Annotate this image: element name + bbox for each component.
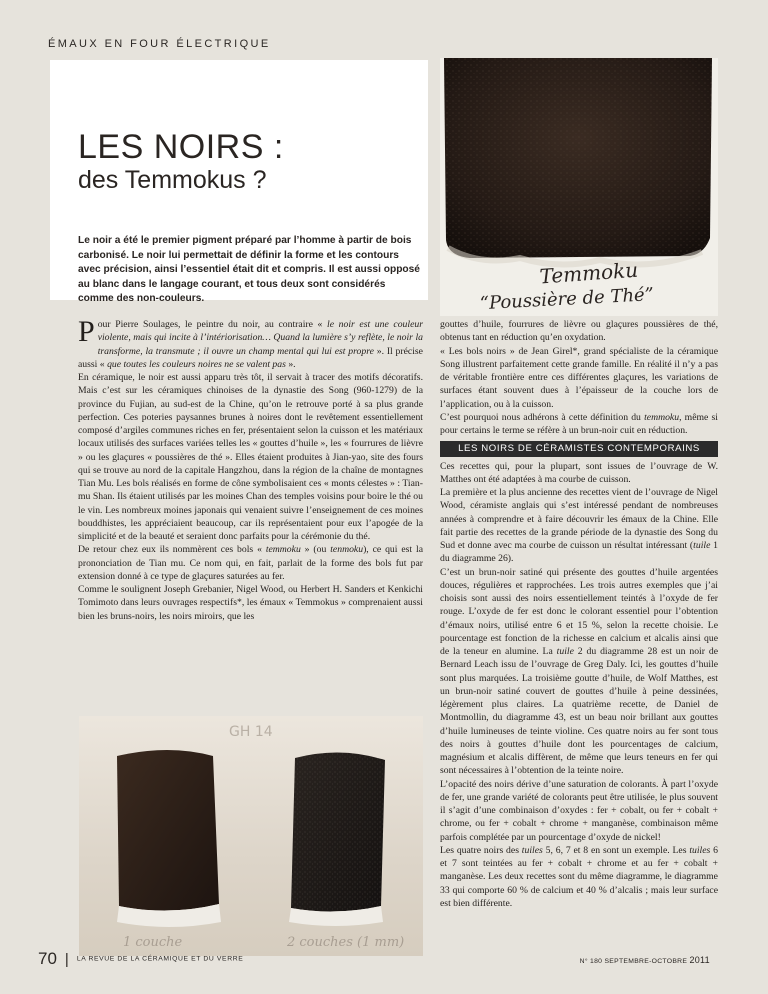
- article-title: LES NOIRS :: [78, 128, 284, 166]
- paragraph: En céramique, le noir est aussi apparu très tôt, il servait à tracer des motifs décoratifs. Mais c’est sur les céramiques chinoises de la dynastie des Song (960-1279) de la province du Fujian, au sud-est de la Chine, qu’on le retrouve porté à sa plus grande perfection. Ces poteries paysannes brunes à noires dont le revêtement essentiellement composé d’argiles communes riches en fer, présentaient selon la cuisson et les matériaux locaux utilisés des surfaces variées telles les « gouttes d’huile », les « fourrures de lièvre » ou les glaçures « poussières de thé ». Elles étaient produites à Jian-yao, site des fours qui se trouve au nord de la capitale Hangzhou, dans la région de la chaîne de montagnes Tian Mu. Les bols réalisés en forme de cône symbolisaient ces « monts célestes » : Tian-mu Shan. Ils étaient utilisés par les moines Chan des temples voisins pour boire le thé ou le vin. Les nombreux moines japonais qui venaient suivre l’enseignement de ces moines bouddhistes, les appréciaient beaucoup, car ils représentaient pour eux l’apogée de la simplicité et de la beauté et seraient donc parfaits pour la cérémonie du thé.: [78, 372, 423, 542]
- paragraph: [440, 566, 718, 778]
- tile-label-line1: Temmoku: [538, 257, 639, 289]
- pencil-mark: GH 14: [229, 724, 273, 740]
- text-run: La première et la plus ancienne des recettes vient de l’ouvrage de Nigel Wood, céramiste anglais qui s’est intéressé pendant de nombreuses années à comprendre et à faire découvrir les émaux de la Chine. Elle fait partie des recettes de la grande période de la dynastie des Song du Sud et donne avec ma courbe de cuisson un résultat intéressant (: [440, 487, 718, 551]
- paragraph: Ces recettes qui, pour la plupart, sont issues de l’ouvrage de W. Matthes ont été adaptées à ma courbe de cuisson.: [440, 460, 718, 485]
- section-subhead: LES NOIRS DE CÉRAMISTES CONTEMPORAINS: [440, 441, 718, 456]
- paragraph: [440, 411, 718, 438]
- text-run: Les quatre noirs des: [440, 844, 522, 856]
- section-label: ÉMAUX EN FOUR ÉLECTRIQUE: [48, 38, 271, 50]
- paragraph: [78, 315, 423, 371]
- tile-caption-left: 1 couche: [123, 935, 183, 950]
- paragraph: [440, 486, 718, 566]
- article-intro: Le noir a été le premier pigment préparé par l’homme à partir de bois carbonisé. Le noir lui permettait de définir la forme et les contours avec précision, ainsi l’essentiel était dit et compris. Il est aussi opposé au blanc dans le langage courant, et tous deux sont considérés comme des non-couleurs.: [78, 235, 420, 305]
- page-footer-left: [38, 949, 243, 969]
- text-run: 5, 6, 7 et 8 en sont un exemple. Les: [542, 844, 690, 856]
- text-run: 2 du diagramme 28 est un noir de Bernard Leach issu de l’ouvrage de Greg Daly. Ici, les gouttes d’huile sont plus marquées. La troisième goutte d’huile, de Wolf Matthes, est un brun-noir satiné couvert de gouttes d’huile à peine dessinées, légèrement plus claires. La quatrième recette, de Daniel de Montmollin, du diagramme 43, est un beau noir brillant aux gouttes d’huile lumineuses de teinte violine. Ces quatre noirs au fer sont tous des noirs à gouttes d’huile dont les pourcentages de calcium, magnésium et alcalis diffèrent, de même que leurs teneurs en fer qui sont nécessaires à l’obtention de la teinte noire.: [440, 646, 718, 777]
- text-run: 6 et 7 sont teintées au fer + cobalt + chrome et au fer + cobalt + manganèse. Les deux recettes sont du même diagramme, le diagramme 33 qui comporte 60 % de calcium et 40 % d’alcalis ; mais leur surface est bien différente.: [440, 844, 718, 909]
- paragraph: [440, 844, 718, 910]
- page-footer-right: [580, 955, 710, 965]
- text-run: C’est pourquoi nous adhérons à cette définition du: [440, 411, 645, 423]
- text-run: 1 du diagramme 26).: [440, 540, 718, 565]
- emphasis: tenmoku: [330, 544, 364, 556]
- page-number: 70: [38, 949, 57, 968]
- publication-name: LA REVUE DE LA CÉRAMIQUE ET DU VERRE: [76, 955, 244, 963]
- body-column-right: [440, 318, 718, 910]
- two-tiles-photo: [79, 716, 423, 956]
- paragraph: [78, 543, 423, 583]
- text-run: C’est un brun-noir satiné qui présente des gouttes d’huile argentées douces, régulières et rapprochées. Les trois autres exemples que j’ai choisis sont aussi des noirs essentiellement teintés à l’oxyde de fer rouge. L’oxyde de fer est donc le colorant essentiel pour l’obtention d’émaux noirs, utilisé entre 6 et 15 %, selon la recette choisie. Le pourcentage est fonction de la richesse en calcium et alcalis ainsi que de la teneur en alumine. La: [440, 566, 718, 657]
- issue-number: N° 180 SEPTEMBRE-OCTOBRE: [579, 958, 688, 965]
- text-run: ), ce qui est la prononciation de Tian mu. Ce nom qui, en fait, parlait de la forme des bols fut par extension donné à ce type de glaçures saturées au fer.: [78, 544, 424, 582]
- article-subtitle: des Temmokus ?: [78, 166, 267, 194]
- emphasis: tuile: [693, 540, 711, 551]
- temmoku-tile-photo: [440, 58, 718, 316]
- tile-label-line2: “Poussière de Thé”: [479, 284, 655, 315]
- emphasis: tuiles: [521, 844, 543, 856]
- emphasis: tuiles: [689, 844, 711, 856]
- footer-separator: |: [64, 950, 69, 968]
- text-run: our Pierre Soulages, le peintre du noir, au contraire «: [97, 319, 328, 330]
- text-run: De retour chez eux ils nommèrent ces bols «: [78, 544, 266, 556]
- tile-caption-right: 2 couches (1 mm): [287, 935, 405, 950]
- quote: que toutes les couleurs noires ne se valent pas: [107, 358, 286, 370]
- body-column-left: [78, 315, 424, 623]
- issue-year: 2011: [689, 955, 710, 965]
- quote: le noir est une couleur violente, mais qui incite à l’intériorisation… Quand la lumière s’y reflète, le noir la transforme, la transmute ; il ouvre un champ mental qui lui est propre: [97, 319, 423, 357]
- paragraph: « Les bols noirs » de Jean Girel*, grand spécialiste de la céramique Song illustrent parfaitement cette grande famille. En réalité il n’y a pas de véritable frontière entre ces différentes glaçures, les variations de surfaces étant souvent dues à l’épaisseur de la couche lors de l’application, ou à la cuisson.: [440, 345, 718, 410]
- text-run: , même si pour certains le terme se réfère à un brun-noir cuit en réduction.: [440, 411, 718, 436]
- emphasis: temmoku: [265, 544, 301, 556]
- paragraph: gouttes d’huile, fourrures de lièvre ou glaçures poussières de thé, obtenus tant en réduction qu’en oxydation.: [440, 319, 718, 344]
- text-run: ». Il précise aussi «: [78, 345, 423, 370]
- emphasis: temmoku: [644, 411, 680, 423]
- text-run: » (ou: [300, 544, 331, 556]
- dropcap: P: [78, 315, 95, 348]
- paragraph: L’opacité des noirs dérive d’une saturation de colorants. À part l’oxyde de fer, une grande variété de colorants peut être utilisée, le plus souvent il s’agit d’une combinaison d’oxydes : fer + cobalt, ou fer + cobalt + chrome, ou fer + cobalt + chrome + manganèse, combinaison même parfois complétée par un pourcentage d’oxyde de nickel!: [440, 778, 718, 843]
- paragraph: Comme le soulignent Joseph Grebanier, Nigel Wood, ou Herbert H. Sanders et Kenkichi Tomimoto dans leurs ouvrages respectifs*, les émaux « Temmokus » comprenaient aussi bien les bruns-noirs, les noirs miroirs, que les: [78, 584, 423, 622]
- text-run: ».: [285, 358, 296, 370]
- emphasis: tuile: [556, 646, 574, 657]
